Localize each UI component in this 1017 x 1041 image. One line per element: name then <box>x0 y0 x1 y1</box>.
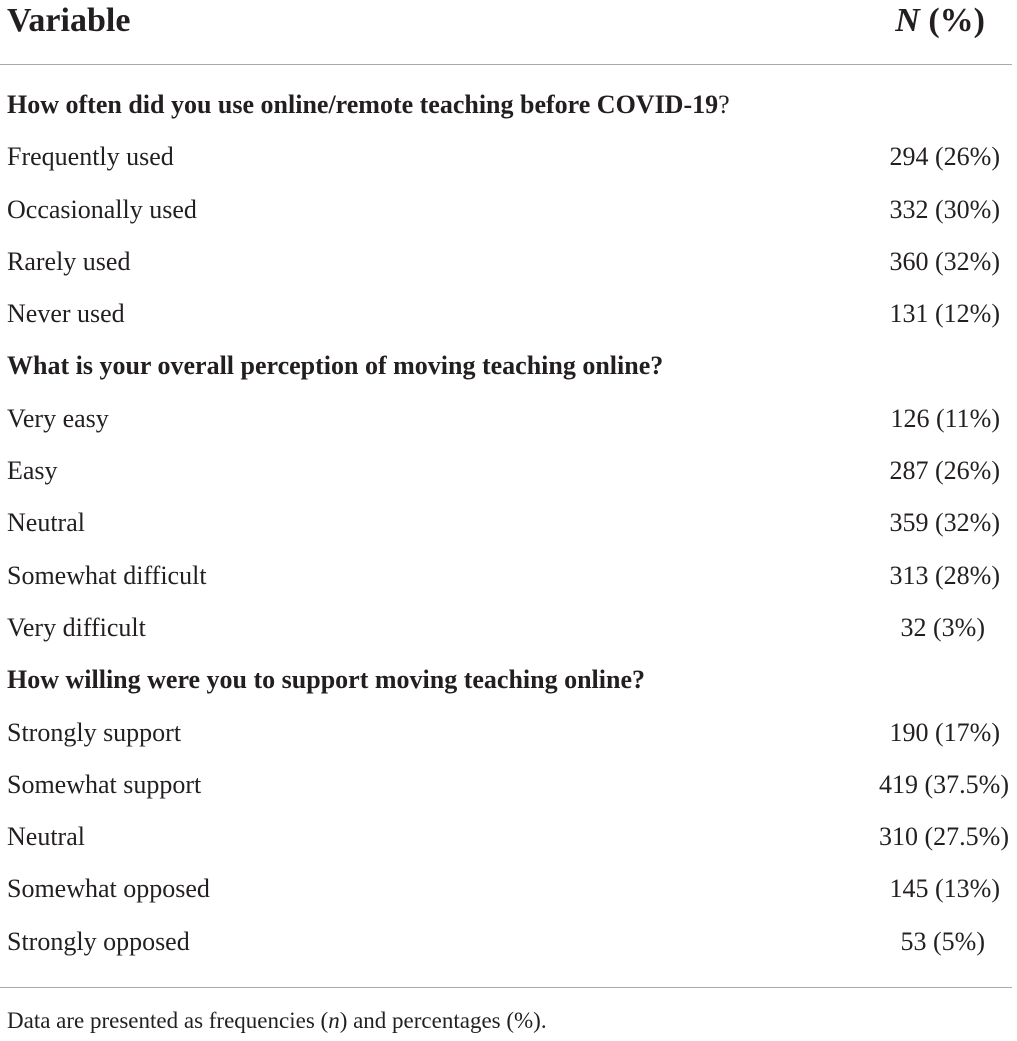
header-n-percent <box>895 1 985 41</box>
table-row <box>0 502 1012 554</box>
row-value: 360 (32%) <box>889 246 1000 276</box>
row-label: Neutral <box>7 508 85 538</box>
section-heading-row <box>0 84 1012 136</box>
footnote-text-before: Data are presented as frequencies ( <box>7 1008 329 1033</box>
row-value: 359 (32%) <box>889 508 1000 538</box>
header-divider <box>0 64 1012 65</box>
header-percent: (%) <box>928 2 985 39</box>
header-n: N <box>895 2 920 39</box>
table-row <box>0 189 1012 241</box>
row-value: 310 (27.5%) <box>879 822 1009 852</box>
row-label: Neutral <box>7 822 85 852</box>
table-footnote <box>7 1006 547 1036</box>
row-label: Somewhat opposed <box>7 874 210 904</box>
row-label: Occasionally used <box>7 194 197 224</box>
table-row <box>0 136 1012 188</box>
table-row <box>0 764 1012 816</box>
section-title-tail: ? <box>718 90 730 119</box>
row-value: 419 (37.5%) <box>879 769 1009 799</box>
row-label: Strongly support <box>7 717 182 747</box>
section-heading-row <box>0 659 1012 711</box>
footnote-text-after: ) and percentages (%). <box>339 1008 547 1033</box>
section-heading-row <box>0 345 1012 397</box>
section-title: What is your overall perception of moving teaching online? <box>7 351 664 381</box>
footnote-n: n <box>328 1008 340 1033</box>
header-variable: Variable <box>7 2 131 39</box>
table-row <box>0 868 1012 920</box>
table-row <box>0 607 1012 659</box>
row-value: 294 (26%) <box>889 142 1000 172</box>
row-value: 190 (17%) <box>889 717 1000 747</box>
table-row <box>0 293 1012 345</box>
row-value: 313 (28%) <box>889 560 1000 590</box>
row-label: Frequently used <box>7 142 174 172</box>
row-value: 145 (13%) <box>889 874 1000 904</box>
row-value: 332 (30%) <box>889 194 1000 224</box>
row-label: Somewhat support <box>7 769 202 799</box>
table-body <box>0 84 1012 973</box>
section-title: How often did you use online/remote teaching before COVID-19 <box>7 90 719 119</box>
row-value: 32 (3%) <box>900 612 985 642</box>
row-value: 287 (26%) <box>889 456 1000 486</box>
row-label: Easy <box>7 456 58 486</box>
section-title: How willing were you to support moving teaching online? <box>7 665 646 695</box>
table-row <box>0 555 1012 607</box>
section-heading <box>7 350 663 382</box>
row-value: 131 (12%) <box>889 299 1000 329</box>
row-label: Strongly opposed <box>7 926 190 956</box>
table-row <box>0 241 1012 293</box>
row-label: Never used <box>7 299 125 329</box>
row-label: Very difficult <box>7 612 146 642</box>
row-label: Very easy <box>7 403 109 433</box>
row-label: Rarely used <box>7 246 131 276</box>
row-value: 53 (5%) <box>900 926 985 956</box>
table-row <box>0 398 1012 450</box>
table-row <box>0 921 1012 973</box>
table-header-row <box>0 0 1012 44</box>
row-value: 126 (11%) <box>890 403 1000 433</box>
section-heading <box>7 89 730 121</box>
row-label: Somewhat difficult <box>7 560 207 590</box>
table-row <box>0 450 1012 502</box>
footer-divider <box>0 987 1012 988</box>
section-heading <box>7 664 645 696</box>
table-row <box>0 816 1012 868</box>
table-row <box>0 712 1012 764</box>
